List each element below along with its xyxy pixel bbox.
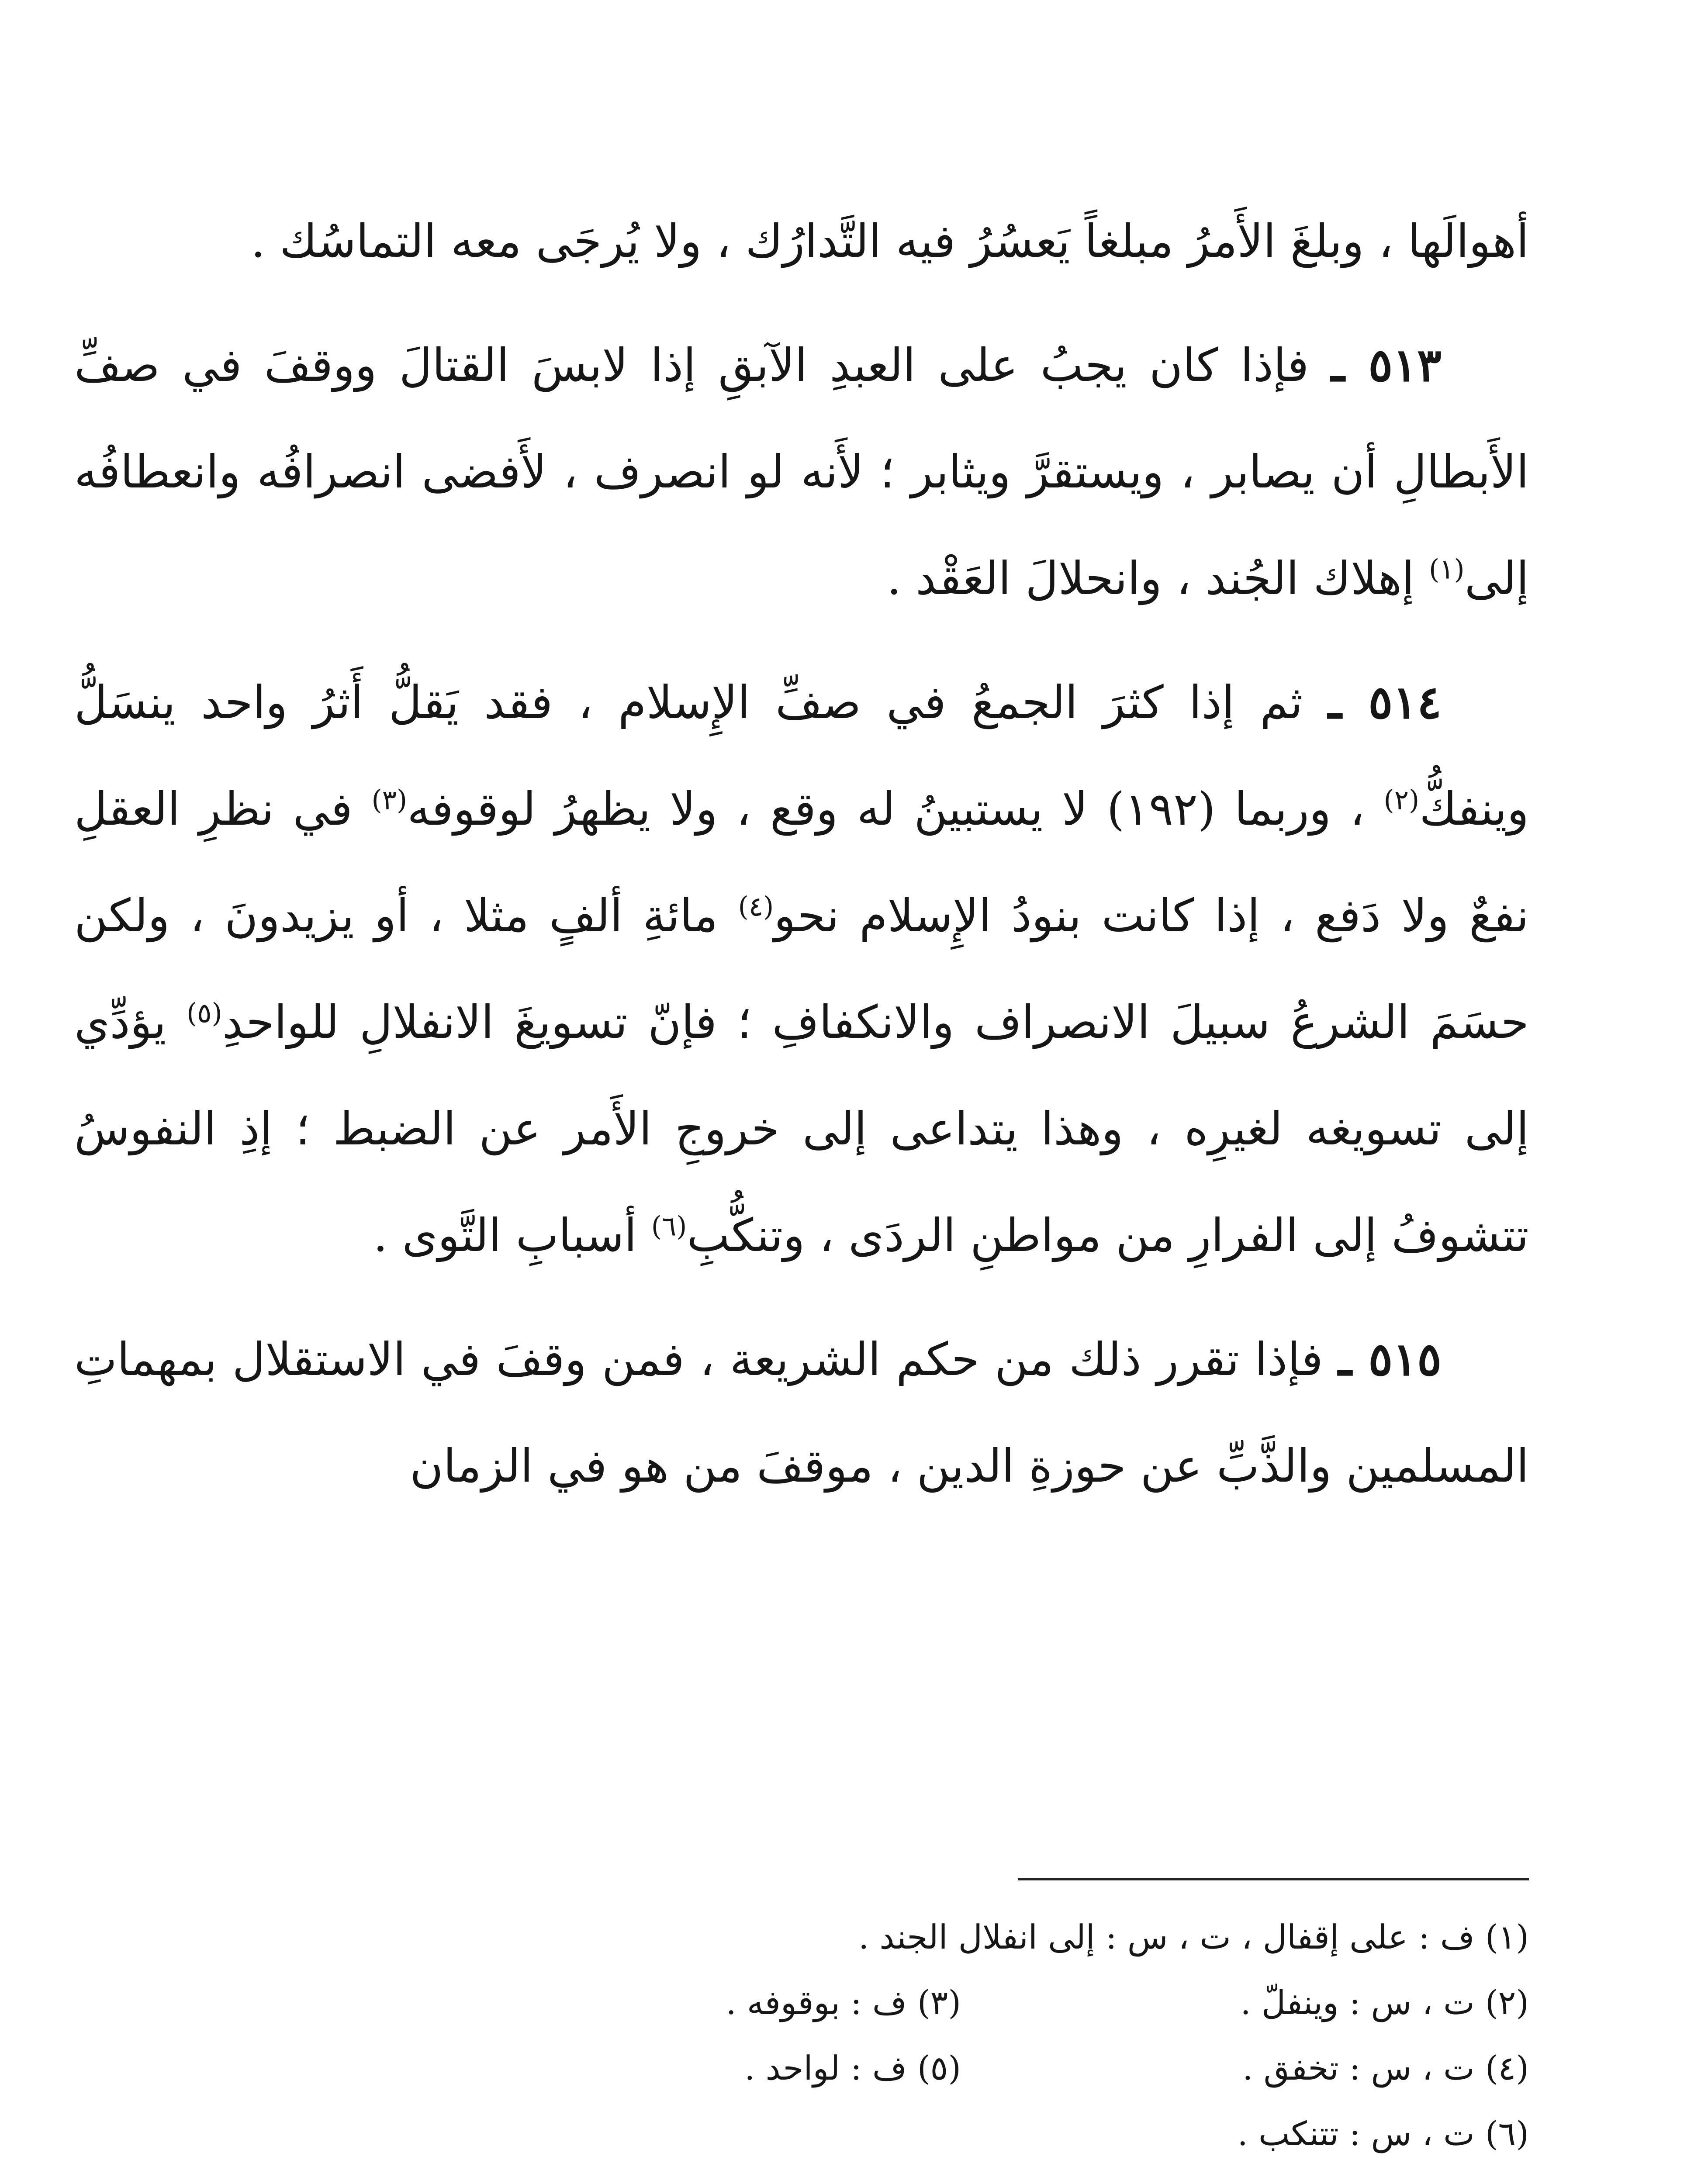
footnote-reference[interactable]: (٤) [738,890,774,923]
paragraph-continuation [74,188,1529,294]
paragraph-text: إهلاك الجُند ، وانحلالَ العَقْد . [887,552,1414,605]
paragraph-text: يؤدِّي إلى تسويغه لغيرِه ، وهذا يتداعى إلى خروجِ الأَمر عن الضبط ؛ إذِ النفوسُ تتشوفُ إلى الفرارِ من مواطنِ الردَى ، وتنكُّبِ [74,995,1529,1262]
footnote-6: (٦) ت ، س : تتنكب . [1237,2114,1529,2153]
paragraph-513 [74,312,1529,632]
footnote-reference[interactable]: (٥) [187,997,222,1029]
footnote-1: (١) ف : على إقفال ، ت ، س : إلى انفلال الجند . [858,1918,1529,1956]
footnote-row [393,2101,1529,2167]
footnote-5: (٥) ف : لواحد . [744,2049,961,2087]
paragraph-515 [74,1306,1529,1519]
paragraph-number: ٥١٣ ـ [1331,338,1442,392]
paragraph-text: ، وربما (١٩٢) لا يستبينُ له وقع ، ولا يظهرُ لوقوفه [407,782,1365,836]
footnote-reference[interactable]: (٢) [1383,784,1420,816]
main-text [74,188,1529,1519]
footnote-row [393,2035,1529,2101]
paragraph-514 [74,649,1529,1289]
footnote-separator [1018,1878,1529,1880]
footnote-reference[interactable]: (٣) [371,784,408,816]
paragraph-text: فإذا كان يجبُ على العبدِ الآبقِ إذا لابسَ القتالَ ووقفَ في صفِّ الأَبطالِ أن يصابر ، ويستقرَّ ويثابر ؛ لأَنه لو انصرف ، لأَفضى انصرافُه وانعطافُه إلى [74,339,1529,605]
paragraph-text: فإذا تقرر ذلك من حكم الشريعة ، فمن وقفَ في الاستقلال بمهماتِ المسلمين والذَّبِّ عن حوزةِ الدين ، موقفَ من هو في الزمان [74,1333,1529,1493]
paragraph-text: أسبابِ التَّوى . [373,1209,637,1262]
footnote-2: (٢) ت ، س : وينفلّ . [1240,1983,1529,2022]
footnotes [393,1904,1529,2167]
paragraph-text: في نظرِ العقلِ نفعٌ ولا دَفع ، إذا كانت بنودُ الإِسلام نحو [74,782,1529,942]
footnote-reference[interactable]: (٦) [651,1210,687,1242]
footnote-row [393,1904,1529,1970]
footnote-3: (٣) ف : بوقوفه . [726,1983,961,2022]
paragraph-text: أهوالَها ، وبلغَ الأَمرُ مبلغاً يَعسُرُ فيه التَّدارُك ، ولا يُرجَى معه التماسُك . [251,214,1529,268]
paragraph-number: ٥١٤ ـ [1328,675,1442,729]
footnote-reference[interactable]: (١) [1429,553,1465,585]
footnote-4: (٤) ت ، س : تخفق . [1242,2049,1529,2087]
paragraph-text: ثم إذا كثرَ الجمعُ في صفِّ الإِسلام ، فقد يَقلُّ أَثرُ واحد ينسَلُّ وينفكُّ [74,676,1529,836]
paragraph-number: ٥١٥ ـ [1338,1332,1442,1386]
paragraph-text: مائةِ ألفٍ مثلا ، أو يزيدونَ ، ولكن حسَمَ الشرعُ سبيلَ الانصراف والانكفافِ ؛ فإنّ تسويغَ الانفلالِ للواحدِ [74,889,1529,1049]
footnote-row [393,1970,1529,2035]
